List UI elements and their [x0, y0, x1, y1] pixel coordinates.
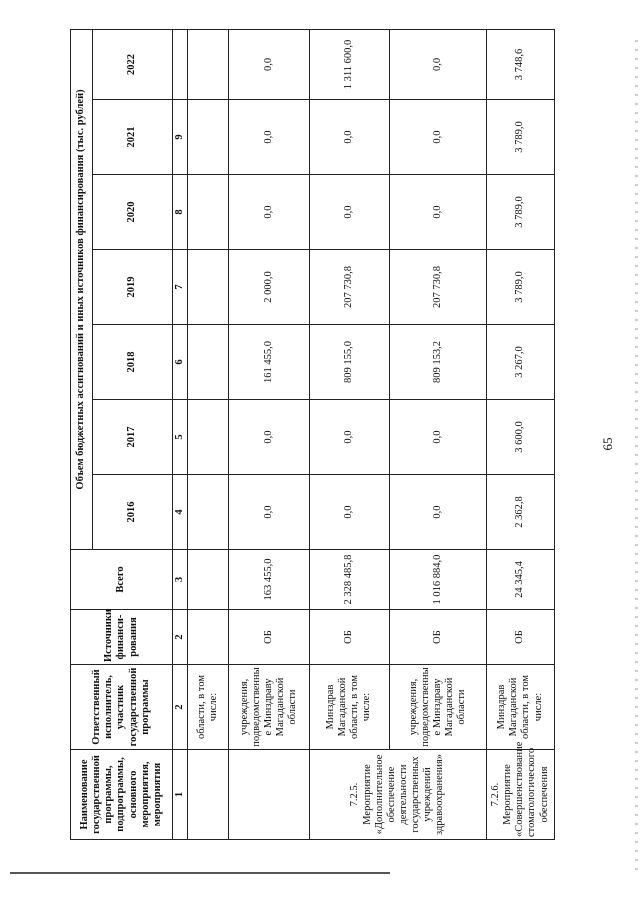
row-value-2016: 0,0	[309, 475, 390, 550]
financing-table	[70, 29, 555, 840]
col-number: 4	[173, 475, 188, 550]
row-name	[188, 750, 229, 840]
page-number: 65	[600, 437, 615, 451]
row-value-2020: 0,0	[228, 175, 309, 250]
row-value-2018: 809 155,0	[309, 325, 390, 400]
row-value-2017: 0,0	[309, 400, 390, 475]
row-value-2019: 3 789,0	[486, 250, 554, 325]
col-number	[173, 29, 188, 99]
row-source: ОБ	[228, 610, 309, 665]
header-year-2022: 2022	[93, 29, 173, 99]
header-year-2018: 2018	[93, 325, 173, 400]
row-value-2022: 0,0	[228, 29, 309, 99]
row-value-2018: 3 267,0	[486, 325, 554, 400]
table-row	[228, 29, 309, 839]
row-value-2021: 0,0	[390, 100, 487, 175]
table-row	[486, 29, 554, 839]
row-value-2017: 3 600,0	[486, 400, 554, 475]
row-value-2017: 0,0	[390, 400, 487, 475]
row-value-2021: 0,0	[309, 100, 390, 175]
row-executor: Минздрав Магаданской области, в том числе:	[309, 665, 390, 750]
row-value-2020: 3 789,0	[486, 175, 554, 250]
row-executor: Минздрав Магаданской области, в том числе:	[486, 665, 554, 750]
col-number: 5	[173, 400, 188, 475]
row-name	[228, 750, 309, 840]
col-number: 9	[173, 100, 188, 175]
row-value-2021: 3 789,0	[486, 100, 554, 175]
header-group: Объем бюджетных ассигнований и иных источников финансирования (тыс. рублей)	[71, 29, 93, 549]
table-row	[390, 29, 487, 839]
header-source: Источники финанси-рования	[71, 610, 173, 665]
header-year-2016: 2016	[93, 475, 173, 550]
row-value-2017	[188, 400, 229, 475]
row-value-2018	[188, 325, 229, 400]
header-executor: Ответственный исполнитель, участник государственной программы	[71, 665, 173, 750]
row-source: ОБ	[309, 610, 390, 665]
col-number: 2	[173, 610, 188, 665]
col-number: 2	[173, 665, 188, 750]
row-value-2019: 2 000,0	[228, 250, 309, 325]
row-total: 1 016 884,0	[390, 550, 487, 610]
header-year-2020: 2020	[93, 175, 173, 250]
row-value-2016: 2 362,8	[486, 475, 554, 550]
col-number: 6	[173, 325, 188, 400]
row-total	[188, 550, 229, 610]
row-value-2019: 207 730,8	[390, 250, 487, 325]
row-value-2020: 0,0	[390, 175, 487, 250]
row-source	[188, 610, 229, 665]
row-source: ОБ	[486, 610, 554, 665]
header-year-2017: 2017	[93, 400, 173, 475]
header-name: Наименование государственной программы, подпрограммы, основного мероприятия, мероприятия	[71, 750, 173, 840]
row-value-2020: 0,0	[309, 175, 390, 250]
table-row	[188, 29, 229, 839]
col-number: 1	[173, 750, 188, 840]
row-total: 2 328 485,8	[309, 550, 390, 610]
col-number: 8	[173, 175, 188, 250]
header-total: Всего	[71, 550, 173, 610]
row-name: 7.2.5. Мероприятие «Дополнительное обеспечение деятельности государственных учреждений здравоохранения»	[309, 750, 486, 840]
scan-bottom-rule	[10, 872, 390, 874]
row-total: 24 345,4	[486, 550, 554, 610]
col-number: 7	[173, 250, 188, 325]
row-value-2019	[188, 250, 229, 325]
row-value-2016: 0,0	[228, 475, 309, 550]
scan-edge-artifact	[635, 40, 638, 870]
row-value-2016	[188, 475, 229, 550]
row-value-2018: 809 153,2	[390, 325, 487, 400]
row-total: 163 455,0	[228, 550, 309, 610]
row-executor: учреждения, подведомственны е Минздраву Магаданской области	[228, 665, 309, 750]
row-value-2022: 0,0	[390, 29, 487, 99]
row-value-2022: 1 311 600,0	[309, 29, 390, 99]
row-value-2022: 3 748,6	[486, 29, 554, 99]
table-row	[309, 29, 390, 839]
row-value-2021: 0,0	[228, 100, 309, 175]
row-value-2017: 0,0	[228, 400, 309, 475]
header-year-2021: 2021	[93, 100, 173, 175]
row-value-2022	[188, 29, 229, 99]
row-value-2019: 207 730,8	[309, 250, 390, 325]
row-source: ОБ	[390, 610, 487, 665]
row-value-2020	[188, 175, 229, 250]
row-value-2016: 0,0	[390, 475, 487, 550]
row-executor: учреждения, подведомственны е Минздраву Магаданской области	[390, 665, 487, 750]
row-executor: области, в том числе:	[188, 665, 229, 750]
header-year-2019: 2019	[93, 250, 173, 325]
row-name: 7.2.6. Мероприятие «Совершенствование стоматологического обеспечения	[486, 750, 554, 840]
financing-table-rotated	[70, 30, 555, 840]
col-number: 3	[173, 550, 188, 610]
row-value-2021	[188, 100, 229, 175]
row-value-2018: 161 455,0	[228, 325, 309, 400]
